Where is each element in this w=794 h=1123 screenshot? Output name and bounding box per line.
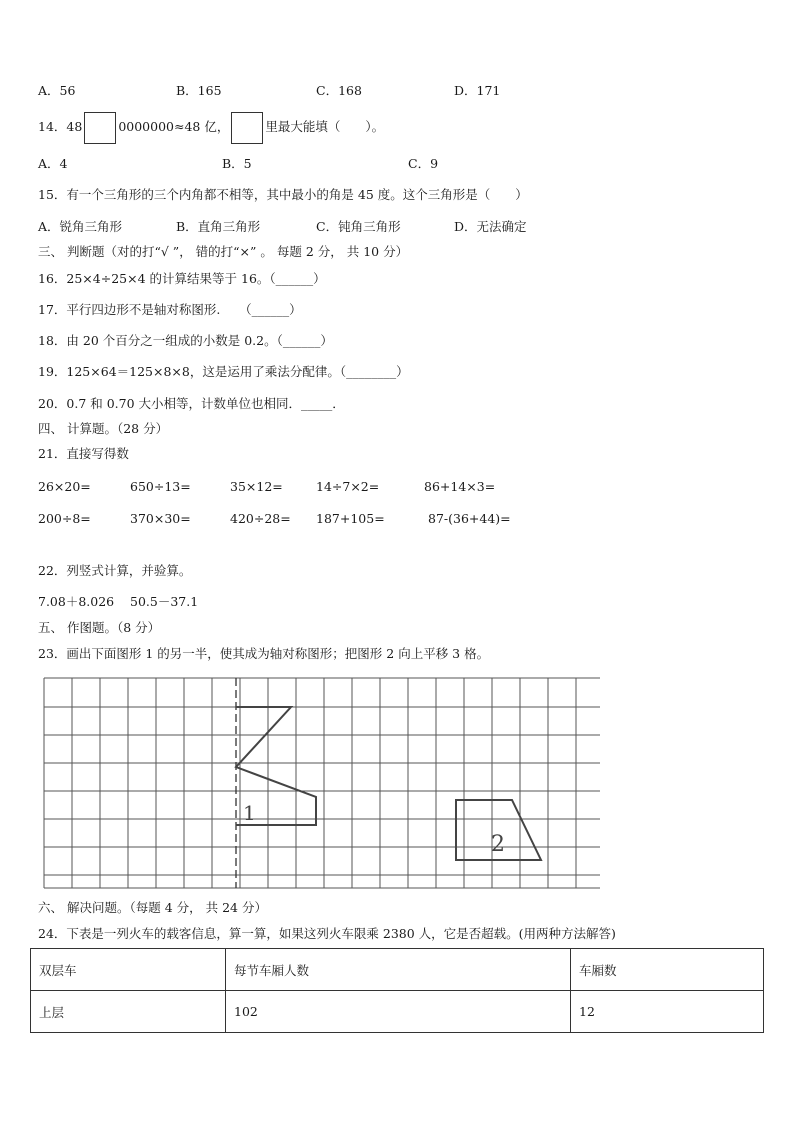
shape-2-label: 2 [491, 832, 505, 857]
q15-option-d: D．无法确定 [454, 219, 527, 234]
q15-option-a: A．锐角三角形 [38, 219, 123, 234]
section-4-heading: 四、 计算题。（28 分） [38, 421, 169, 436]
question-16: 16．25×4÷25×4 的计算结果等于 16。（______） [38, 271, 326, 286]
answer-box[interactable] [231, 112, 263, 144]
table-row [31, 991, 764, 1033]
vertical-calc-item: 7.08＋8.026 [38, 594, 115, 609]
calc-item: 650÷13= [130, 479, 191, 494]
q15-option-b: B．直角三角形 [176, 219, 261, 234]
vertical-calc-item: 50.5－37.1 [130, 594, 199, 609]
q15-option-c: C．钝角三角形 [316, 219, 401, 234]
q14-option-b: B．5 [222, 156, 252, 171]
question-24: 24．下表是一列火车的载客信息，算一算，如果这列火车限乘 2380 人，它是否超载。(用两种方法解答) [38, 926, 616, 941]
shape-1-label: 1 [243, 801, 256, 825]
table-header-cell: 双层车 [31, 949, 226, 991]
drawing-grid [40, 676, 600, 895]
grid-figure [40, 676, 600, 892]
question-17: 17．平行四边形不是轴对称图形. （______） [38, 302, 302, 317]
calc-item: 187+105= [316, 511, 385, 526]
table-header-cell: 每节车厢人数 [226, 949, 571, 991]
q13-option-b: B．165 [176, 83, 222, 98]
q14-prefix: 14．48 [38, 119, 83, 134]
calc-item: 200÷8= [38, 511, 91, 526]
q14-option-a: A．4 [38, 156, 68, 171]
question-22: 22．列竖式计算，并验算。 [38, 563, 192, 578]
calc-item: 35×12= [230, 479, 283, 494]
table-cell: 12 [571, 991, 764, 1033]
train-capacity-table [30, 948, 764, 1033]
section-6-heading: 六、 解决问题。（每题 4 分， 共 24 分） [38, 900, 267, 915]
table-cell: 102 [226, 991, 571, 1033]
section-5-heading: 五、 作图题。（8 分） [38, 620, 161, 635]
q14-mid: 0000000≈48 亿， [118, 119, 230, 134]
calc-item: 14÷7×2= [316, 479, 380, 494]
question-14 [38, 111, 384, 144]
calc-item: 26×20= [38, 479, 91, 494]
q13-option-a: A．56 [38, 83, 76, 98]
grid-lines [44, 678, 600, 888]
q14-suffix: 里最大能填（ ）。 [265, 119, 385, 134]
q14-option-c: C．9 [408, 156, 439, 171]
calc-item: 86+14×3= [424, 479, 496, 494]
table-cell: 上层 [31, 991, 226, 1033]
question-18: 18．由 20 个百分之一组成的小数是 0.2。（______） [38, 333, 333, 348]
question-20: 20．0.7 和 0.70 大小相等，计数单位也相同．_____． [38, 396, 345, 411]
question-19: 19．125×64＝125×8×8，这是运用了乘法分配律。（________） [38, 364, 409, 379]
question-23: 23．画出下面图形 1 的另一半，使其成为轴对称图形；把图形 2 向上平移 3 格。 [38, 646, 490, 661]
question-21: 21．直接写得数 [38, 446, 129, 461]
calc-item: 420÷28= [230, 511, 291, 526]
q13-option-d: D．171 [454, 83, 501, 98]
calc-item: 87-(36+44)= [428, 511, 511, 526]
answer-box[interactable] [84, 112, 116, 144]
q13-option-c: C．168 [316, 83, 362, 98]
calc-item: 370×30= [130, 511, 191, 526]
section-3-heading: 三、 判断题（对的打“√ ”， 错的打“×” 。 每题 2 分， 共 10 分） [38, 244, 409, 259]
table-header-cell: 车厢数 [571, 949, 764, 991]
question-15: 15．有一个三角形的三个内角都不相等，其中最小的角是 45 度。这个三角形是（ ） [38, 187, 528, 202]
table-header-row [31, 949, 764, 991]
